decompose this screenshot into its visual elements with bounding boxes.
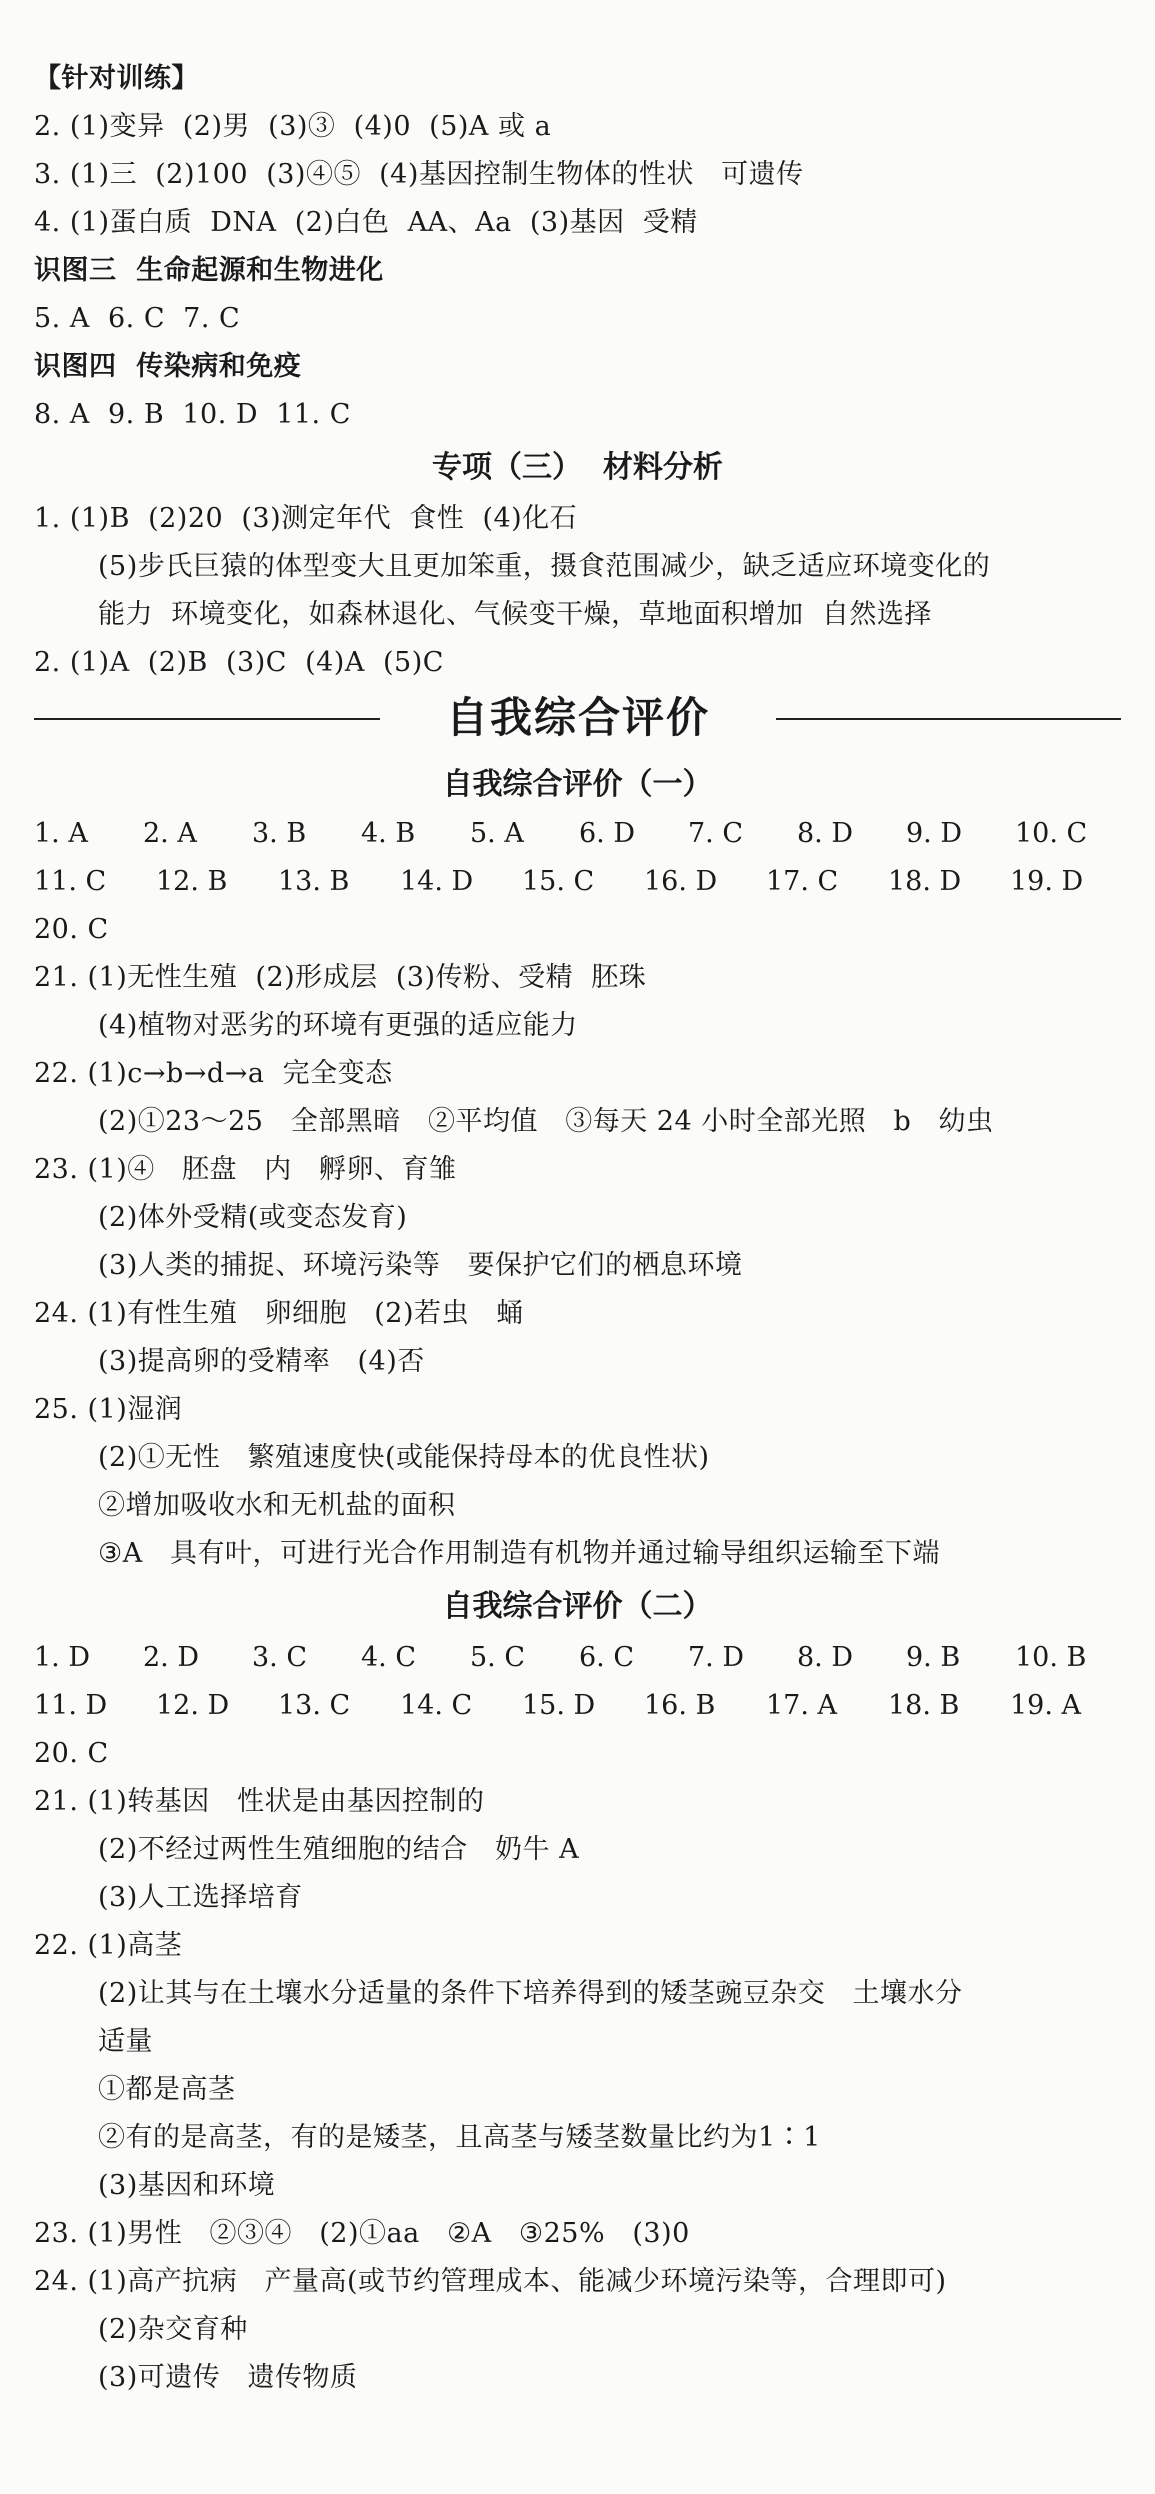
choice-answer: 2. A [143,818,197,849]
choice-answer: 12. D [156,1690,230,1721]
choice-answer: 4. B [361,818,416,849]
choice-answer: 15. C [522,866,595,897]
answer-line: (2)体外受精(或变态发育) [98,1202,408,1233]
choice-answer: 1. A [34,818,88,849]
choice-answer: 7. C [688,818,744,849]
choice-answer: 17. C [766,866,839,897]
answer-line: 2. (1)A (2)B (3)C (4)A (5)C [34,647,444,678]
choice-answer: 7. D [688,1642,744,1673]
choice-answer: 3. B [252,818,307,849]
answer-line: ①都是高茎 [98,2074,236,2105]
choice-answers-row [34,858,1124,906]
choice-answer: 13. C [278,1690,351,1721]
answer-line: (5)步氏巨猿的体型变大且更加笨重，摄食范围减少，缺乏适应环境变化的 [98,551,991,582]
choice-answer: 10. B [1015,1642,1087,1673]
answer-line: (4)植物对恶劣的环境有更强的适应能力 [98,1010,578,1041]
choice-answer: 9. D [906,818,962,849]
choice-answers-row [34,810,1124,858]
answer-line: 2. (1)变异 (2)男 (3)③ (4)0 (5)A 或 a [34,111,552,142]
choice-answer: 19. A [1010,1690,1082,1721]
choice-answer: 3. C [252,1642,308,1673]
answer-line: 24. (1)有性生殖 卵细胞 (2)若虫 蛹 [34,1298,524,1329]
choice-answer: 17. A [766,1690,838,1721]
choice-answer: 14. C [400,1690,473,1721]
choice-answer: 10. C [1015,818,1088,849]
choice-answer: 5. C [470,1642,526,1673]
choice-answer: 5. A [470,818,524,849]
choice-answer: 6. C [579,1642,635,1673]
choice-answer: 18. B [888,1690,960,1721]
answer-line: (2)杂交育种 [98,2314,248,2345]
answer-line: 21. (1)转基因 性状是由基因控制的 [34,1786,485,1817]
choice-answer: 9. B [906,1642,961,1673]
choice-answers-row [34,1682,1124,1730]
answer-line: (2)①23～25 全部黑暗 ②平均值 ③每天 24 小时全部光照 b 幼虫 [98,1106,994,1137]
answer-line: (3)人类的捕捉、环境污染等 要保护它们的栖息环境 [98,1250,743,1281]
answer-line: 适量 [98,2026,153,2057]
answer-line: 22. (1)高茎 [34,1930,183,1961]
answer-line: 5. A 6. C 7. C [34,303,241,334]
answer-line: (3)可遗传 遗传物质 [98,2362,358,2393]
choice-answer: 8. D [797,1642,853,1673]
choice-answer: 12. B [156,866,228,897]
answer-line: 能力 环境变化，如森林退化、气候变干燥，草地面积增加 自然选择 [98,599,932,630]
answer-line: 25. (1)湿润 [34,1394,183,1425]
answer-line: (3)提高卵的受精率 (4)否 [98,1346,425,1377]
choice-answer: 11. D [34,1690,108,1721]
answer-line: (2)不经过两性生殖细胞的结合 奶牛 A [98,1834,580,1865]
section-heading-special: 专项（三） 材料分析 [432,450,723,485]
section-heading-eval1: 自我综合评价（一） [442,767,713,802]
banner-title: 自我综合评价 [445,693,710,742]
choice-answer: 16. B [644,1690,716,1721]
subsection-heading: 识图四 传染病和免疫 [34,351,302,382]
choice-answer: 6. D [579,818,635,849]
choice-answer: 19. D [1010,866,1084,897]
section-heading-targeted-training: 【针对训练】 [34,63,199,94]
answer-line: 23. (1)④ 胚盘 内 孵卵、育雏 [34,1154,457,1185]
banner [0,688,1155,748]
answer-line: 4. (1)蛋白质 DNA (2)白色 AA、Aa (3)基因 受精 [34,207,698,238]
answer-line: 8. A 9. B 10. D 11. C [34,399,351,430]
answer-line: 1. (1)B (2)20 (3)测定年代 食性 (4)化石 [34,503,578,534]
answer-line: 20. C [34,1738,109,1769]
subsection-heading: 识图三 生命起源和生物进化 [34,255,384,286]
answer-line: 20. C [34,914,109,945]
choice-answer: 13. B [278,866,350,897]
answer-line: 21. (1)无性生殖 (2)形成层 (3)传粉、受精 胚珠 [34,962,647,993]
divider [34,718,380,720]
section-heading-eval2: 自我综合评价（二） [442,1589,713,1624]
choice-answer: 2. D [143,1642,199,1673]
choice-answer: 11. C [34,866,107,897]
choice-answers-row [34,1634,1124,1682]
choice-answer: 4. C [361,1642,417,1673]
answer-line: (2)①无性 繁殖速度快(或能保持母本的优良性状) [98,1442,710,1473]
answer-line: ②增加吸收水和无机盐的面积 [98,1490,456,1521]
answer-line: 24. (1)高产抗病 产量高(或节约管理成本、能减少环境污染等，合理即可) [34,2266,947,2297]
choice-answer: 14. D [400,866,474,897]
answer-line: 22. (1)c→b→d→a 完全变态 [34,1058,393,1089]
choice-answer: 18. D [888,866,962,897]
divider [776,718,1121,720]
answer-line: (2)让其与在土壤水分适量的条件下培养得到的矮茎豌豆杂交 土壤水分 [98,1978,963,2009]
answer-line: (3)人工选择培育 [98,1882,303,1913]
answer-line: ③A 具有叶，可进行光合作用制造有机物并通过输导组织运输至下端 [98,1538,940,1569]
choice-answer: 1. D [34,1642,90,1673]
answer-line: 3. (1)三 (2)100 (3)④⑤ (4)基因控制生物体的性状 可遗传 [34,159,804,190]
choice-answer: 15. D [522,1690,596,1721]
choice-answer: 16. D [644,866,718,897]
answer-line: ②有的是高茎，有的是矮茎，且高茎与矮茎数量比约为1∶1 [98,2122,821,2153]
answer-line: (3)基因和环境 [98,2170,276,2201]
answer-line: 23. (1)男性 ②③④ (2)①aa ②A ③25% (3)0 [34,2218,690,2249]
choice-answer: 8. D [797,818,853,849]
